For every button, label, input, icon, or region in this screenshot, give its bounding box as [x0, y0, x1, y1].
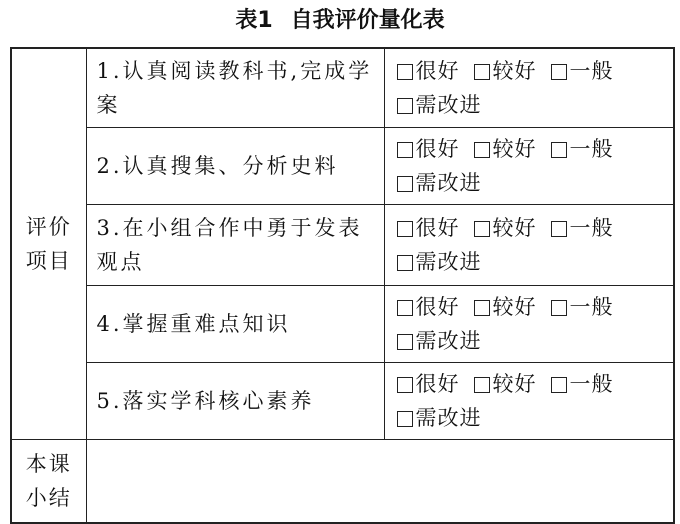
option-label: 很好: [415, 137, 460, 161]
summary-label-line1: 本课: [25, 452, 72, 476]
checkbox[interactable]: [397, 334, 413, 350]
rating-options: [384, 363, 674, 440]
checkbox[interactable]: [474, 64, 490, 80]
checkbox[interactable]: [397, 142, 413, 158]
option-label: 一般: [569, 216, 614, 240]
rating-options: [384, 205, 674, 286]
rating-options: [384, 286, 674, 363]
table-number: 表1: [235, 8, 273, 33]
table-title: [0, 4, 680, 38]
self-evaluation-table: [10, 47, 675, 524]
checkbox[interactable]: [474, 221, 490, 237]
checkbox[interactable]: [397, 176, 413, 192]
checkbox[interactable]: [551, 300, 567, 316]
item-label: 2.认真搜集、分析史料: [86, 128, 384, 205]
option-label: 较好: [492, 372, 537, 396]
checkbox[interactable]: [551, 64, 567, 80]
checkbox[interactable]: [397, 300, 413, 316]
option-label: 一般: [569, 59, 614, 83]
item-label: 1.认真阅读教科书,完成学案: [86, 48, 384, 128]
option-label: 较好: [492, 295, 537, 319]
option-label: 较好: [492, 216, 537, 240]
option-label: 很好: [415, 216, 460, 240]
option-label: 需改进: [415, 250, 482, 274]
option-label: 需改进: [415, 171, 482, 195]
option-label: 很好: [415, 295, 460, 319]
summary-header: [11, 440, 86, 524]
option-label: 需改进: [415, 406, 482, 430]
option-label: 需改进: [415, 329, 482, 353]
evaluation-items-label-line1: 评价: [25, 215, 72, 239]
summary-content-area[interactable]: [86, 440, 674, 524]
table-row: [11, 286, 674, 363]
checkbox[interactable]: [397, 64, 413, 80]
checkbox[interactable]: [397, 98, 413, 114]
evaluation-items-header: [11, 48, 86, 440]
checkbox[interactable]: [397, 377, 413, 393]
option-label: 一般: [569, 372, 614, 396]
evaluation-items-label-line2: 项目: [25, 249, 72, 273]
table-title-text: 自我评价量化表: [290, 8, 445, 33]
checkbox[interactable]: [551, 142, 567, 158]
option-label: 较好: [492, 137, 537, 161]
rating-options: [384, 48, 674, 128]
checkbox[interactable]: [551, 221, 567, 237]
checkbox[interactable]: [474, 300, 490, 316]
option-label: 一般: [569, 137, 614, 161]
checkbox[interactable]: [474, 142, 490, 158]
item-label: 5.落实学科核心素养: [86, 363, 384, 440]
option-label: 很好: [415, 59, 460, 83]
option-label: 较好: [492, 59, 537, 83]
rating-options: [384, 128, 674, 205]
checkbox[interactable]: [551, 377, 567, 393]
checkbox[interactable]: [397, 221, 413, 237]
option-label: 需改进: [415, 93, 482, 117]
summary-label-line2: 小结: [25, 486, 72, 510]
checkbox[interactable]: [474, 377, 490, 393]
item-label: 4.掌握重难点知识: [86, 286, 384, 363]
table-row: [11, 440, 674, 524]
table-row: [11, 363, 674, 440]
checkbox[interactable]: [397, 255, 413, 271]
table-row: [11, 205, 674, 286]
item-label: 3.在小组合作中勇于发表观点: [86, 205, 384, 286]
table-row: [11, 128, 674, 205]
option-label: 很好: [415, 372, 460, 396]
option-label: 一般: [569, 295, 614, 319]
table-row: [11, 48, 674, 128]
checkbox[interactable]: [397, 411, 413, 427]
